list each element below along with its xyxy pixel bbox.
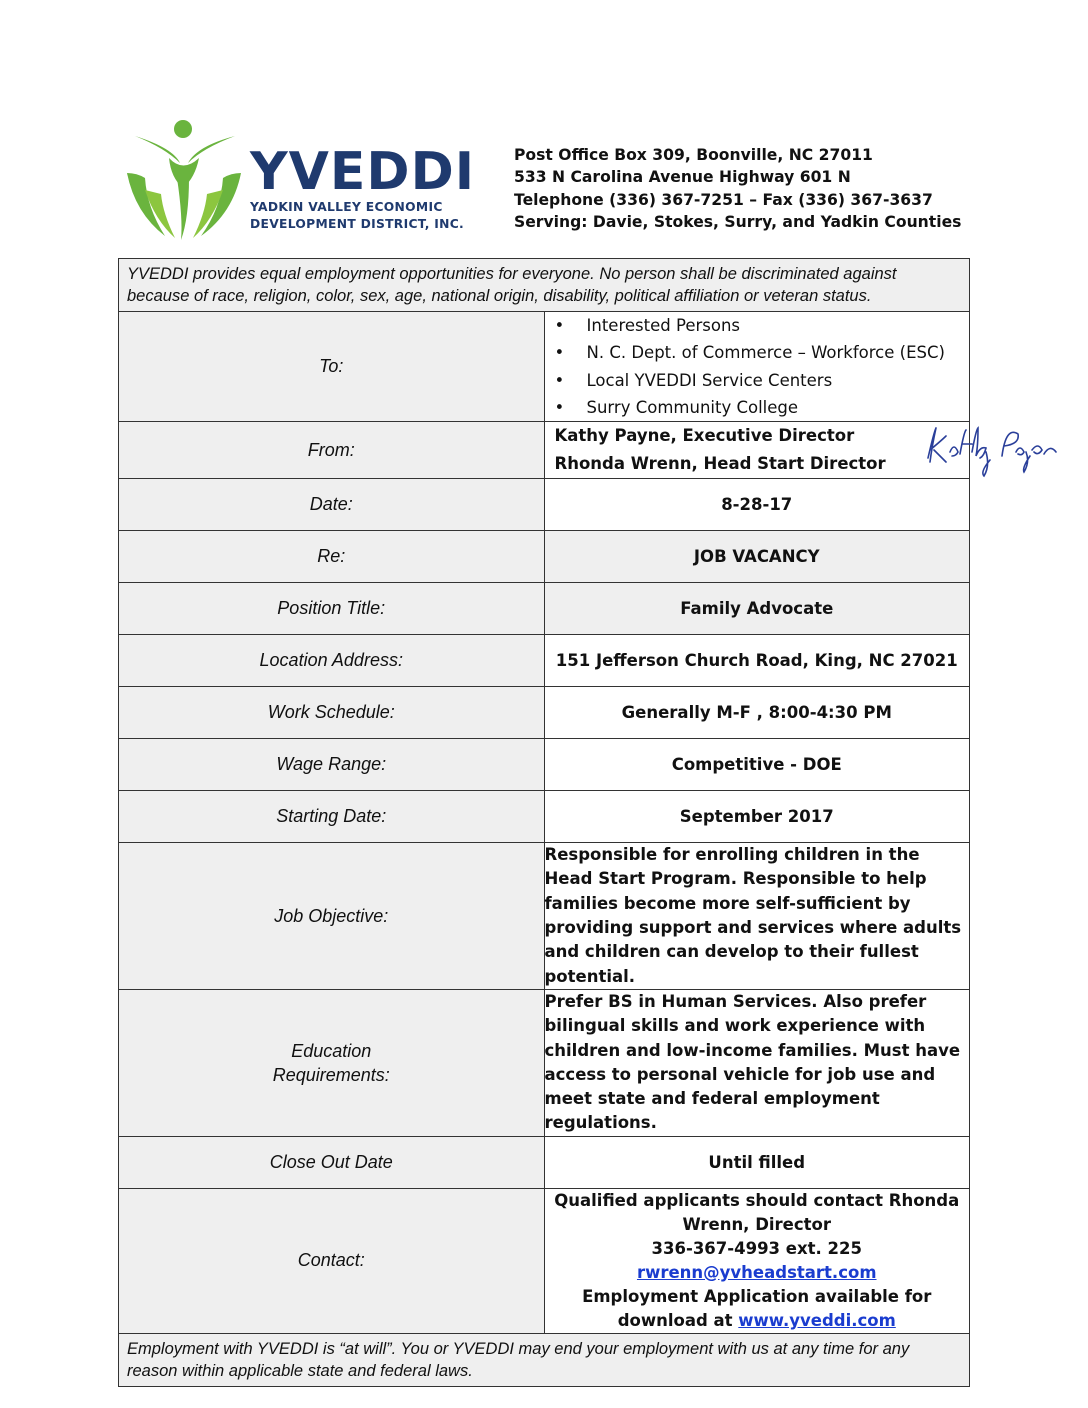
recipient-item: • Surry Community College [554, 397, 799, 417]
serving-line: Serving: Davie, Stokes, Surry, and Yadkin Counties [514, 212, 962, 231]
contact-instruction: Qualified applicants should contact Rhonda Wrenn, Director [554, 1190, 960, 1234]
date-value: 8-28-17 [544, 479, 970, 531]
to-recipients [544, 312, 970, 422]
signature-image [920, 422, 1060, 478]
closeout-row [119, 1136, 970, 1188]
at-will-notice: Employment with YVEDDI is “at will”. You or YVEDDI may end your employment with us at any time for any reason within applicable state and federal laws. [119, 1333, 970, 1386]
recipient-item: • Interested Persons [554, 316, 740, 335]
address-line: Post Office Box 309, Boonville, NC 27011 [514, 146, 873, 164]
objective-row [119, 843, 970, 990]
job-vacancy-table [118, 258, 970, 1387]
education-value: Prefer BS in Human Services. Also prefer bilingual skills and work experience with children and low-income families. Must have access to personal vehicle for job use and meet state and federal employment regulations. [544, 989, 970, 1136]
schedule-label: Work Schedule: [119, 687, 545, 739]
closeout-label: Close Out Date [119, 1136, 545, 1188]
location-row [119, 635, 970, 687]
org-subtitle-line-1: YADKIN VALLEY ECONOMIC [250, 200, 443, 214]
date-row [119, 479, 970, 531]
from-value [544, 422, 970, 479]
location-label: Location Address: [119, 635, 545, 687]
at-will-row [119, 1333, 970, 1386]
schedule-row [119, 687, 970, 739]
wage-row [119, 739, 970, 791]
objective-label: Job Objective: [119, 843, 545, 990]
contact-value [544, 1188, 970, 1333]
position-title: Family Advocate [544, 583, 970, 635]
education-label: Education Requirements: [119, 989, 545, 1136]
eeo-notice: YVEDDI provides equal employment opportunities for everyone. No person shall be discriminated against because of race, religion, color, sex, age, national origin, disability, political affiliation or veteran status. [119, 259, 970, 312]
recipient-list [545, 312, 970, 421]
re-value: JOB VACANCY [544, 531, 970, 583]
to-row [119, 312, 970, 422]
wage-label: Wage Range: [119, 739, 545, 791]
re-row [119, 531, 970, 583]
date-label: Date: [119, 479, 545, 531]
schedule-value: Generally M-F , 8:00-4:30 PM [544, 687, 970, 739]
re-label: Re: [119, 531, 545, 583]
address-line: 533 N Carolina Avenue Highway 601 N [514, 168, 851, 187]
starting-value: September 2017 [544, 791, 970, 843]
from-row [119, 422, 970, 479]
contact-label: Contact: [119, 1188, 545, 1333]
to-label: To: [119, 312, 545, 422]
contact-phone-email [545, 1237, 970, 1285]
position-row [119, 583, 970, 635]
notice-row [119, 259, 970, 312]
from-sender: Rhonda Wrenn, Head Start Director [554, 454, 886, 474]
address-block [514, 144, 961, 233]
org-subtitle [250, 199, 464, 233]
starting-row [119, 791, 970, 843]
website-link[interactable]: www.yveddi.com [738, 1310, 896, 1330]
recipient-item: • Local YVEDDI Service Centers [554, 370, 833, 390]
phone-fax-line: Telephone (336) 367-7251 – Fax (336) 367-3637 [514, 190, 933, 209]
closeout-value: Until filled [544, 1136, 970, 1188]
application-text: Employment Application available for download at [582, 1286, 932, 1330]
recipient-item: • N. C. Dept. of Commerce – Workforce (ESC) [554, 343, 945, 363]
position-label: Position Title: [119, 583, 545, 635]
contact-row [119, 1188, 970, 1333]
contact-email-link[interactable]: rwrenn@yvheadstart.com [636, 1262, 877, 1282]
wage-value: Competitive - DOE [544, 739, 970, 791]
education-row [119, 989, 970, 1136]
objective-value: Responsible for enrolling children in the Head Start Program. Responsible to help families become more self-sufficient by providing support and services where adults and children can develop to their fullest potential. [544, 843, 970, 990]
location-value: 151 Jefferson Church Road, King, NC 27021 [544, 635, 970, 687]
application-line [545, 1285, 970, 1333]
org-subtitle-line-2: DEVELOPMENT DISTRICT, INC. [250, 217, 465, 231]
contact-phone: 336-367-4993 ext. 225 [651, 1238, 862, 1258]
org-name: YVEDDI [250, 142, 476, 202]
from-sender: Kathy Payne, Executive Director [554, 426, 855, 446]
starting-label: Starting Date: [119, 791, 545, 843]
from-label: From: [119, 422, 545, 479]
